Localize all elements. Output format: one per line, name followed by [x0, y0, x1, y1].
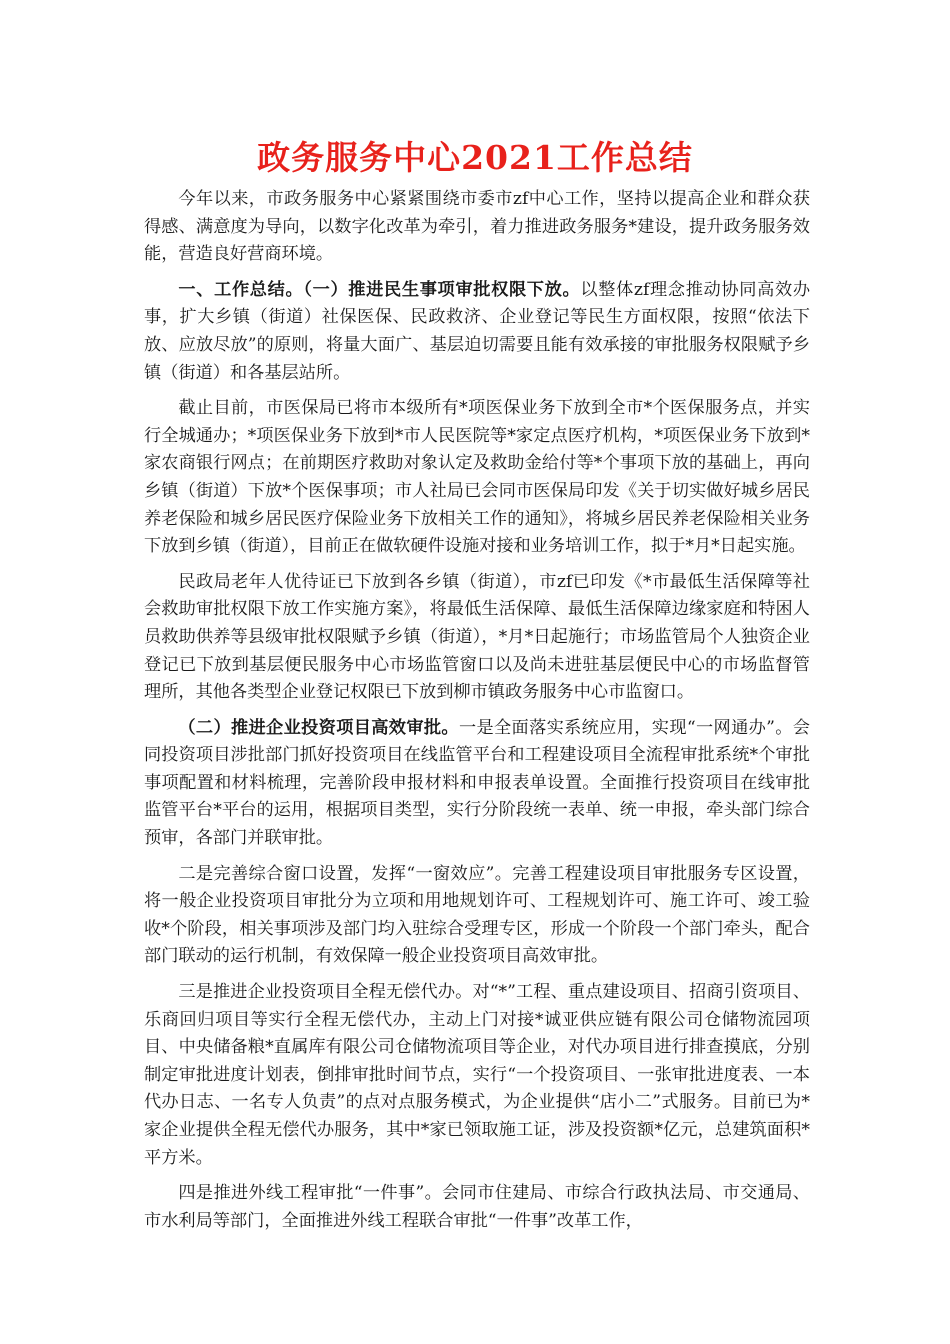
paragraph-text: 三是推进企业投资项目全程无偿代办。对“*”工程、重点建设项目、招商引资项目、乐商回归项目等实行全程无偿代办，主动上门对接*诚亚供应链有限公司仓储物流园项目、中央储备粮*直属库有限公司仓储物流项目等企业，对代办项目进行排查摸底，分别制定审批进度计划表，倒排审批时间节点，实行“一个投资项目、一张审批进度表、一本代办日志、一名专人负责”的点对点服务模式，为企业提供“店小二”式服务。目前已为*家企业提供全程无偿代办服务，其中*家已领取施工证，涉及投资额*亿元，总建筑面积*平方米。: [144, 982, 810, 1168]
paragraph-civil-affairs: [144, 569, 810, 707]
paragraph-section-2: [144, 715, 810, 853]
section-heading: （二）推进企业投资项目高效审批。: [178, 717, 459, 738]
paragraph-free-agency: [144, 979, 810, 1172]
paragraph-text: 截止目前，市医保局已将市本级所有*项医保业务下放到全市*个医保服务点，并实行全城通办；*项医保业务下放到*市人民医院等*家定点医疗机构，*项医保业务下放到*家农商银行网点；在前期医疗救助对象认定及救助金给付等*个事项下放的基础上，再向乡镇（街道）下放*个医保事项；市人社局已会同市医保局印发《关于切实做好城乡居民养老保险和城乡居民医疗保险业务下放相关工作的通知》，将城乡居民养老保险相关业务下放到乡镇（街道），目前正在做软硬件设施对接和业务培训工作，拟于*月*日起实施。: [144, 398, 810, 557]
document-title: 政务服务中心2021工作总结: [257, 138, 693, 177]
paragraph-text: 四是推进外线工程审批“一件事”。会同市住建局、市综合行政执法局、市交通局、市水利局等部门，全面推进外线工程联合审批“一件事”改革工作，: [144, 1183, 810, 1231]
paragraph-text: 一是全面落实系统应用，实现“一网通办”。会同投资项目涉批部门抓好投资项目在线监管平台和工程建设项目全流程审批系统*个审批事项配置和材料梳理，完善阶段申报材料和申报表单设置。全面推行投资项目在线审批监管平台*平台的运用，根据项目类型，实行分阶段统一表单、统一申报，牵头部门综合预审，各部门并联审批。: [144, 717, 810, 849]
paragraph-intro: [144, 186, 810, 269]
paragraph-section-1: [144, 277, 810, 387]
paragraph-comprehensive-window: [144, 861, 810, 971]
paragraph-medical-insurance: [144, 395, 810, 561]
paragraph-text: 二是完善综合窗口设置，发挥“一窗效应”。完善工程建设项目审批服务专区设置，将一般企业投资项目审批分为立项和用地规划许可、工程规划许可、施工许可、竣工验收*个阶段，相关事项涉及部门均入驻综合受理专区，形成一个阶段一个部门牵头，配合部门联动的运行机制，有效保障一般企业投资项目高效审批。: [144, 863, 810, 967]
paragraph-text: 民政局老年人优待证已下放到各乡镇（街道），市zf已印发《*市最低生活保障等社会救助审批权限下放工作实施方案》，将最低生活保障、最低生活保障边缘家庭和特困人员救助供养等县级审批权限赋予乡镇（街道），*月*日起施行；市场监管局个人独资企业登记已下放到基层便民服务中心市场监管窗口以及尚未进驻基层便民中心的市场监督管理所，其他各类型企业登记权限已下放到柳市镇政务服务中心市监窗口。: [144, 571, 810, 703]
paragraph-external-works: [144, 1180, 810, 1235]
paragraph-text: 以整体zf理念推动协同高效办事，扩大乡镇（街道）社保医保、民政救济、企业登记等民生方面权限，按照“依法下放、应放尽放”的原则，将量大面广、基层迫切需要且能有效承接的审批服务权限赋予乡镇（街道）和各基层站所。: [144, 279, 811, 383]
paragraph-text: 今年以来，市政务服务中心紧紧围绕市委市zf中心工作，坚持以提高企业和群众获得感、满意度为导向，以数字化改革为牵引，着力推进政务服务*建设，提升政务服务效能，营造良好营商环境。: [144, 189, 810, 265]
section-heading: 一、工作总结。（一）推进民生事项审批权限下放。: [178, 279, 581, 300]
document-body: [144, 186, 810, 1235]
